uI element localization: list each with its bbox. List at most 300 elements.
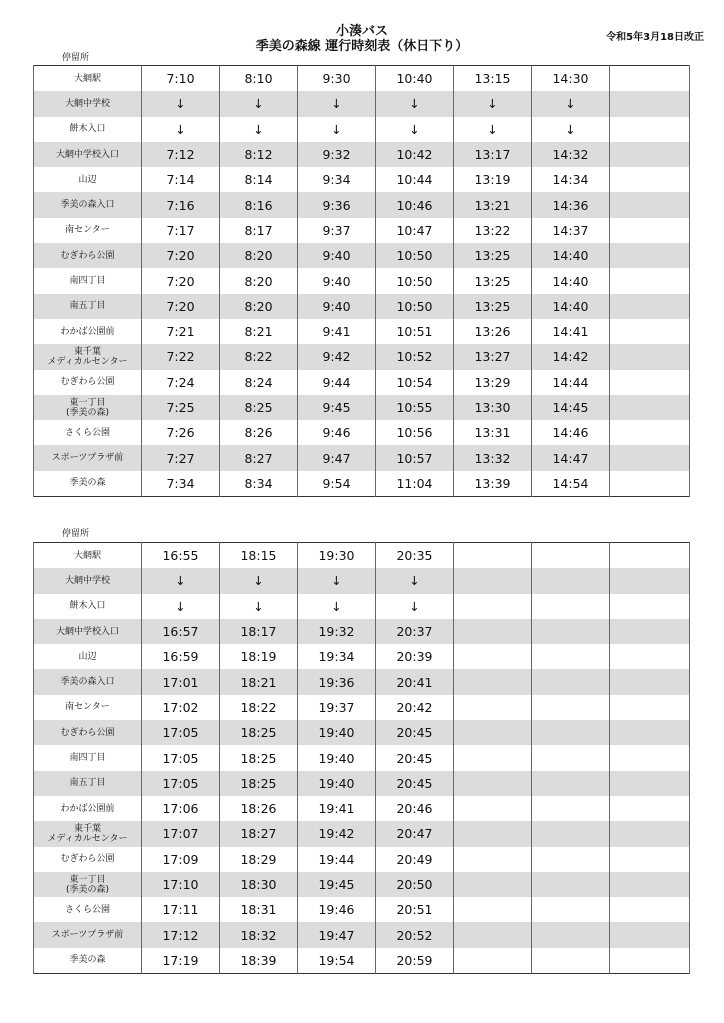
stop-name-cell [34, 344, 142, 369]
time-cell: 19:46 [298, 897, 376, 922]
stop-name-cell [34, 695, 142, 720]
time-cell: 7:20 [142, 294, 220, 319]
time-cell: 20:45 [376, 771, 454, 796]
table-row [34, 796, 690, 821]
time-cell: 13:26 [454, 319, 532, 344]
time-cell: ↓ [454, 91, 532, 116]
time-cell: ↓ [376, 568, 454, 593]
stop-name-cell [34, 872, 142, 897]
time-cell [454, 922, 532, 947]
time-cell [610, 420, 690, 445]
table-row [34, 268, 690, 293]
time-cell: 13:32 [454, 445, 532, 470]
stop-name: 南センター [65, 225, 110, 236]
time-cell [610, 445, 690, 470]
time-cell: 14:40 [532, 294, 610, 319]
time-cell [610, 344, 690, 369]
stop-column-header: 停留所 [62, 53, 90, 63]
time-cell: ↓ [142, 91, 220, 116]
stop-name-cell [34, 319, 142, 344]
table-row [34, 445, 690, 470]
time-cell: 14:46 [532, 420, 610, 445]
time-cell: ↓ [298, 594, 376, 619]
revision-date: 令和5年3月18日改正 [606, 32, 704, 43]
stop-name: 東千葉 [73, 346, 101, 357]
timetable-title: 季美の森線 運行時刻表（休日下り） [255, 39, 469, 54]
time-cell [610, 771, 690, 796]
time-cell: 18:15 [220, 543, 298, 569]
time-cell [610, 294, 690, 319]
time-cell [454, 847, 532, 872]
stop-name: わかば公園前 [60, 326, 115, 337]
stop-name-cell [34, 445, 142, 470]
stop-name-cell [34, 268, 142, 293]
time-cell: 7:20 [142, 243, 220, 268]
time-cell: 10:40 [376, 66, 454, 92]
stop-name-cell [34, 294, 142, 319]
time-cell [532, 847, 610, 872]
time-cell: 13:31 [454, 420, 532, 445]
time-cell: 20:51 [376, 897, 454, 922]
time-cell: 17:05 [142, 745, 220, 770]
time-cell: 8:20 [220, 268, 298, 293]
time-cell: 20:52 [376, 922, 454, 947]
table-row [34, 568, 690, 593]
stop-name: 東千葉 [73, 823, 101, 834]
stop-name-cell [34, 243, 142, 268]
time-cell [532, 644, 610, 669]
time-cell: 14:40 [532, 268, 610, 293]
table-row [34, 821, 690, 846]
time-cell: 10:52 [376, 344, 454, 369]
stop-name: むぎわら公園 [60, 377, 115, 388]
time-cell: 17:05 [142, 771, 220, 796]
time-cell [610, 395, 690, 420]
stop-name: むぎわら公園 [60, 727, 115, 738]
time-cell: 17:02 [142, 695, 220, 720]
table-row [34, 594, 690, 619]
time-cell: 18:29 [220, 847, 298, 872]
table-row [34, 319, 690, 344]
time-cell [532, 669, 610, 694]
time-cell: 18:39 [220, 948, 298, 974]
stop-name: 餅木入口 [69, 601, 106, 612]
time-cell: 19:47 [298, 922, 376, 947]
stop-name: 東一丁目 [69, 874, 106, 885]
time-cell: 8:22 [220, 344, 298, 369]
time-cell: ↓ [376, 594, 454, 619]
stop-name: (季美の森) [65, 407, 110, 418]
table-row [34, 619, 690, 644]
time-cell [610, 142, 690, 167]
stop-name-cell [34, 619, 142, 644]
time-cell: 8:20 [220, 294, 298, 319]
time-cell: 16:57 [142, 619, 220, 644]
time-cell [454, 669, 532, 694]
time-cell: 14:30 [532, 66, 610, 92]
time-cell: 17:09 [142, 847, 220, 872]
time-cell: 19:45 [298, 872, 376, 897]
stop-name-cell [34, 420, 142, 445]
time-cell [610, 922, 690, 947]
stop-name-cell [34, 370, 142, 395]
time-cell [532, 720, 610, 745]
time-cell [610, 720, 690, 745]
time-cell [610, 319, 690, 344]
time-cell: 7:21 [142, 319, 220, 344]
stop-column-header: 停留所 [62, 529, 90, 539]
time-cell: 9:47 [298, 445, 376, 470]
time-cell: 13:39 [454, 471, 532, 497]
stop-name-cell [34, 644, 142, 669]
stop-name: 南五丁目 [69, 778, 106, 789]
stop-name: 南五丁目 [69, 301, 106, 312]
time-cell: 14:47 [532, 445, 610, 470]
time-cell: 20:47 [376, 821, 454, 846]
time-cell: 17:05 [142, 720, 220, 745]
time-cell: 13:22 [454, 218, 532, 243]
time-cell: 17:10 [142, 872, 220, 897]
time-cell: 17:07 [142, 821, 220, 846]
time-cell: 10:50 [376, 294, 454, 319]
time-cell: 9:40 [298, 243, 376, 268]
time-cell: 19:42 [298, 821, 376, 846]
time-cell: 9:40 [298, 294, 376, 319]
stop-name-cell [34, 897, 142, 922]
time-cell: 13:25 [454, 243, 532, 268]
table-row [34, 395, 690, 420]
time-cell: 9:45 [298, 395, 376, 420]
stop-name: 季美の森入口 [60, 200, 115, 211]
time-cell: 7:10 [142, 66, 220, 92]
time-cell [532, 543, 610, 569]
time-cell [610, 568, 690, 593]
time-cell: 13:15 [454, 66, 532, 92]
time-cell [454, 745, 532, 770]
time-cell: 20:41 [376, 669, 454, 694]
time-cell: 18:25 [220, 745, 298, 770]
time-cell [454, 720, 532, 745]
stop-name: 大網中学校 [64, 98, 110, 109]
stop-name-cell [34, 821, 142, 846]
stop-name: スポーツプラザ前 [51, 453, 124, 464]
time-cell: 10:50 [376, 243, 454, 268]
table-row [34, 243, 690, 268]
time-cell: 10:57 [376, 445, 454, 470]
time-cell: ↓ [454, 117, 532, 142]
stop-name: 山辺 [78, 651, 97, 662]
time-cell: 7:25 [142, 395, 220, 420]
time-cell: 13:21 [454, 192, 532, 217]
time-cell: 14:36 [532, 192, 610, 217]
time-cell [532, 695, 610, 720]
stop-name-cell [34, 745, 142, 770]
time-cell: 9:34 [298, 167, 376, 192]
time-cell: 17:06 [142, 796, 220, 821]
time-cell: 20:39 [376, 644, 454, 669]
time-cell: 14:34 [532, 167, 610, 192]
time-cell: 10:56 [376, 420, 454, 445]
time-cell: 18:30 [220, 872, 298, 897]
table-row [34, 91, 690, 116]
stop-name: 大網駅 [73, 73, 101, 84]
time-cell: 9:41 [298, 319, 376, 344]
time-cell: 17:19 [142, 948, 220, 974]
time-cell: 19:34 [298, 644, 376, 669]
time-cell: 14:54 [532, 471, 610, 497]
time-cell [610, 117, 690, 142]
time-cell: ↓ [142, 117, 220, 142]
time-cell [532, 897, 610, 922]
time-cell: 14:40 [532, 243, 610, 268]
time-cell: 18:19 [220, 644, 298, 669]
time-cell: 18:25 [220, 771, 298, 796]
company-title: 小湊バス [335, 24, 388, 39]
stop-name-cell [34, 218, 142, 243]
time-cell: ↓ [298, 568, 376, 593]
time-cell: 7:17 [142, 218, 220, 243]
time-cell: ↓ [220, 594, 298, 619]
time-cell [454, 594, 532, 619]
time-cell: 13:25 [454, 268, 532, 293]
time-cell: 17:12 [142, 922, 220, 947]
time-cell: 13:19 [454, 167, 532, 192]
time-cell: ↓ [532, 91, 610, 116]
time-cell [610, 167, 690, 192]
time-cell: 9:30 [298, 66, 376, 92]
time-cell: 7:14 [142, 167, 220, 192]
time-cell: 10:54 [376, 370, 454, 395]
time-cell: 18:25 [220, 720, 298, 745]
stop-name: 季美の森入口 [60, 677, 115, 688]
time-cell: 20:59 [376, 948, 454, 974]
table-row [34, 117, 690, 142]
time-cell: 19:40 [298, 720, 376, 745]
time-cell: 10:44 [376, 167, 454, 192]
time-cell: ↓ [142, 568, 220, 593]
time-cell: 17:11 [142, 897, 220, 922]
table-row [34, 543, 690, 569]
table-row [34, 669, 690, 694]
time-cell [610, 192, 690, 217]
stop-name-cell [34, 594, 142, 619]
time-cell [610, 243, 690, 268]
time-cell: 18:32 [220, 922, 298, 947]
stop-name: スポーツプラザ前 [51, 930, 124, 941]
time-cell: 18:26 [220, 796, 298, 821]
time-cell: 10:42 [376, 142, 454, 167]
time-cell [454, 897, 532, 922]
time-cell: 10:51 [376, 319, 454, 344]
time-cell [454, 619, 532, 644]
time-cell [532, 821, 610, 846]
time-cell: 9:42 [298, 344, 376, 369]
table-row [34, 420, 690, 445]
stop-name: わかば公園前 [60, 803, 115, 814]
time-cell: 18:27 [220, 821, 298, 846]
time-cell: 19:41 [298, 796, 376, 821]
time-cell: 9:44 [298, 370, 376, 395]
time-cell: 9:46 [298, 420, 376, 445]
time-cell: 13:29 [454, 370, 532, 395]
time-cell: 20:46 [376, 796, 454, 821]
stop-name: 季美の森 [69, 478, 106, 489]
time-cell: 19:32 [298, 619, 376, 644]
time-cell [610, 821, 690, 846]
time-cell [454, 695, 532, 720]
table-row [34, 167, 690, 192]
time-cell [532, 568, 610, 593]
time-cell: 9:54 [298, 471, 376, 497]
time-cell: ↓ [142, 594, 220, 619]
table-row [34, 897, 690, 922]
stop-name-cell [34, 142, 142, 167]
time-cell: 19:36 [298, 669, 376, 694]
time-cell: 8:24 [220, 370, 298, 395]
time-cell: 20:45 [376, 720, 454, 745]
stop-name-cell [34, 796, 142, 821]
time-cell: ↓ [220, 117, 298, 142]
stop-name: 季美の森 [69, 955, 106, 966]
stop-name: 山辺 [78, 174, 97, 185]
time-cell: 17:01 [142, 669, 220, 694]
table-row [34, 695, 690, 720]
time-cell: ↓ [532, 117, 610, 142]
time-cell [454, 821, 532, 846]
time-cell: 14:37 [532, 218, 610, 243]
time-cell: 19:37 [298, 695, 376, 720]
time-cell: 10:46 [376, 192, 454, 217]
time-cell: 14:42 [532, 344, 610, 369]
time-cell: 8:26 [220, 420, 298, 445]
time-cell: 13:30 [454, 395, 532, 420]
timetable-evening [33, 542, 690, 974]
time-cell: 8:16 [220, 192, 298, 217]
stop-name-cell [34, 568, 142, 593]
stop-name-cell [34, 117, 142, 142]
time-cell: 14:32 [532, 142, 610, 167]
table-row [34, 720, 690, 745]
time-cell [610, 66, 690, 92]
time-cell [610, 745, 690, 770]
table-row [34, 745, 690, 770]
time-cell [610, 872, 690, 897]
time-cell [454, 543, 532, 569]
time-cell: 8:10 [220, 66, 298, 92]
table-row [34, 872, 690, 897]
table-row [34, 644, 690, 669]
time-cell: 10:55 [376, 395, 454, 420]
time-cell: 19:44 [298, 847, 376, 872]
time-cell: 18:31 [220, 897, 298, 922]
time-cell: 16:59 [142, 644, 220, 669]
time-cell: 20:35 [376, 543, 454, 569]
stop-name-cell [34, 543, 142, 569]
time-cell: 13:27 [454, 344, 532, 369]
stop-name-cell [34, 948, 142, 974]
time-cell [532, 619, 610, 644]
stop-name-cell [34, 395, 142, 420]
time-cell [532, 922, 610, 947]
time-cell [532, 872, 610, 897]
time-cell [532, 745, 610, 770]
stop-name-cell [34, 167, 142, 192]
time-cell [532, 771, 610, 796]
table-row [34, 66, 690, 92]
time-cell: 8:34 [220, 471, 298, 497]
time-cell: 18:17 [220, 619, 298, 644]
table-row [34, 218, 690, 243]
time-cell: 16:55 [142, 543, 220, 569]
time-cell: 14:45 [532, 395, 610, 420]
stop-name-cell [34, 91, 142, 116]
time-cell: ↓ [376, 91, 454, 116]
time-cell [454, 796, 532, 821]
stop-name-cell [34, 669, 142, 694]
time-cell: ↓ [376, 117, 454, 142]
stop-name-cell [34, 720, 142, 745]
time-cell: 7:27 [142, 445, 220, 470]
table-row [34, 471, 690, 497]
time-cell: 18:22 [220, 695, 298, 720]
time-cell: 13:17 [454, 142, 532, 167]
time-cell: 9:40 [298, 268, 376, 293]
stop-name: メディカルセンター [47, 833, 128, 844]
stop-name: 大網駅 [73, 550, 101, 561]
time-cell [610, 268, 690, 293]
table-row [34, 922, 690, 947]
time-cell: 9:36 [298, 192, 376, 217]
time-cell: 19:40 [298, 771, 376, 796]
time-cell [454, 644, 532, 669]
time-cell: ↓ [298, 117, 376, 142]
time-cell: 18:21 [220, 669, 298, 694]
time-cell: 7:12 [142, 142, 220, 167]
time-cell: 7:26 [142, 420, 220, 445]
time-cell: 10:47 [376, 218, 454, 243]
time-cell [454, 948, 532, 974]
time-cell [610, 669, 690, 694]
table-row [34, 294, 690, 319]
time-cell [610, 543, 690, 569]
time-cell [532, 594, 610, 619]
time-cell [454, 872, 532, 897]
time-cell [610, 471, 690, 497]
time-cell [454, 568, 532, 593]
time-cell [610, 91, 690, 116]
stop-name-cell [34, 922, 142, 947]
time-cell: ↓ [298, 91, 376, 116]
timetable-morning [33, 65, 690, 497]
stop-name: 南四丁目 [69, 276, 106, 287]
stop-name-cell [34, 471, 142, 497]
time-cell [610, 218, 690, 243]
time-cell: 20:37 [376, 619, 454, 644]
time-cell: 13:25 [454, 294, 532, 319]
time-cell: 7:24 [142, 370, 220, 395]
time-cell: 20:49 [376, 847, 454, 872]
stop-name: 餅木入口 [69, 124, 106, 135]
time-cell: 7:16 [142, 192, 220, 217]
time-cell: 9:32 [298, 142, 376, 167]
time-cell: 11:04 [376, 471, 454, 497]
table-row [34, 847, 690, 872]
time-cell: 19:54 [298, 948, 376, 974]
time-cell [610, 847, 690, 872]
stop-name: さくら公園 [64, 904, 110, 915]
stop-name: 大網中学校 [64, 575, 110, 586]
time-cell: ↓ [220, 91, 298, 116]
